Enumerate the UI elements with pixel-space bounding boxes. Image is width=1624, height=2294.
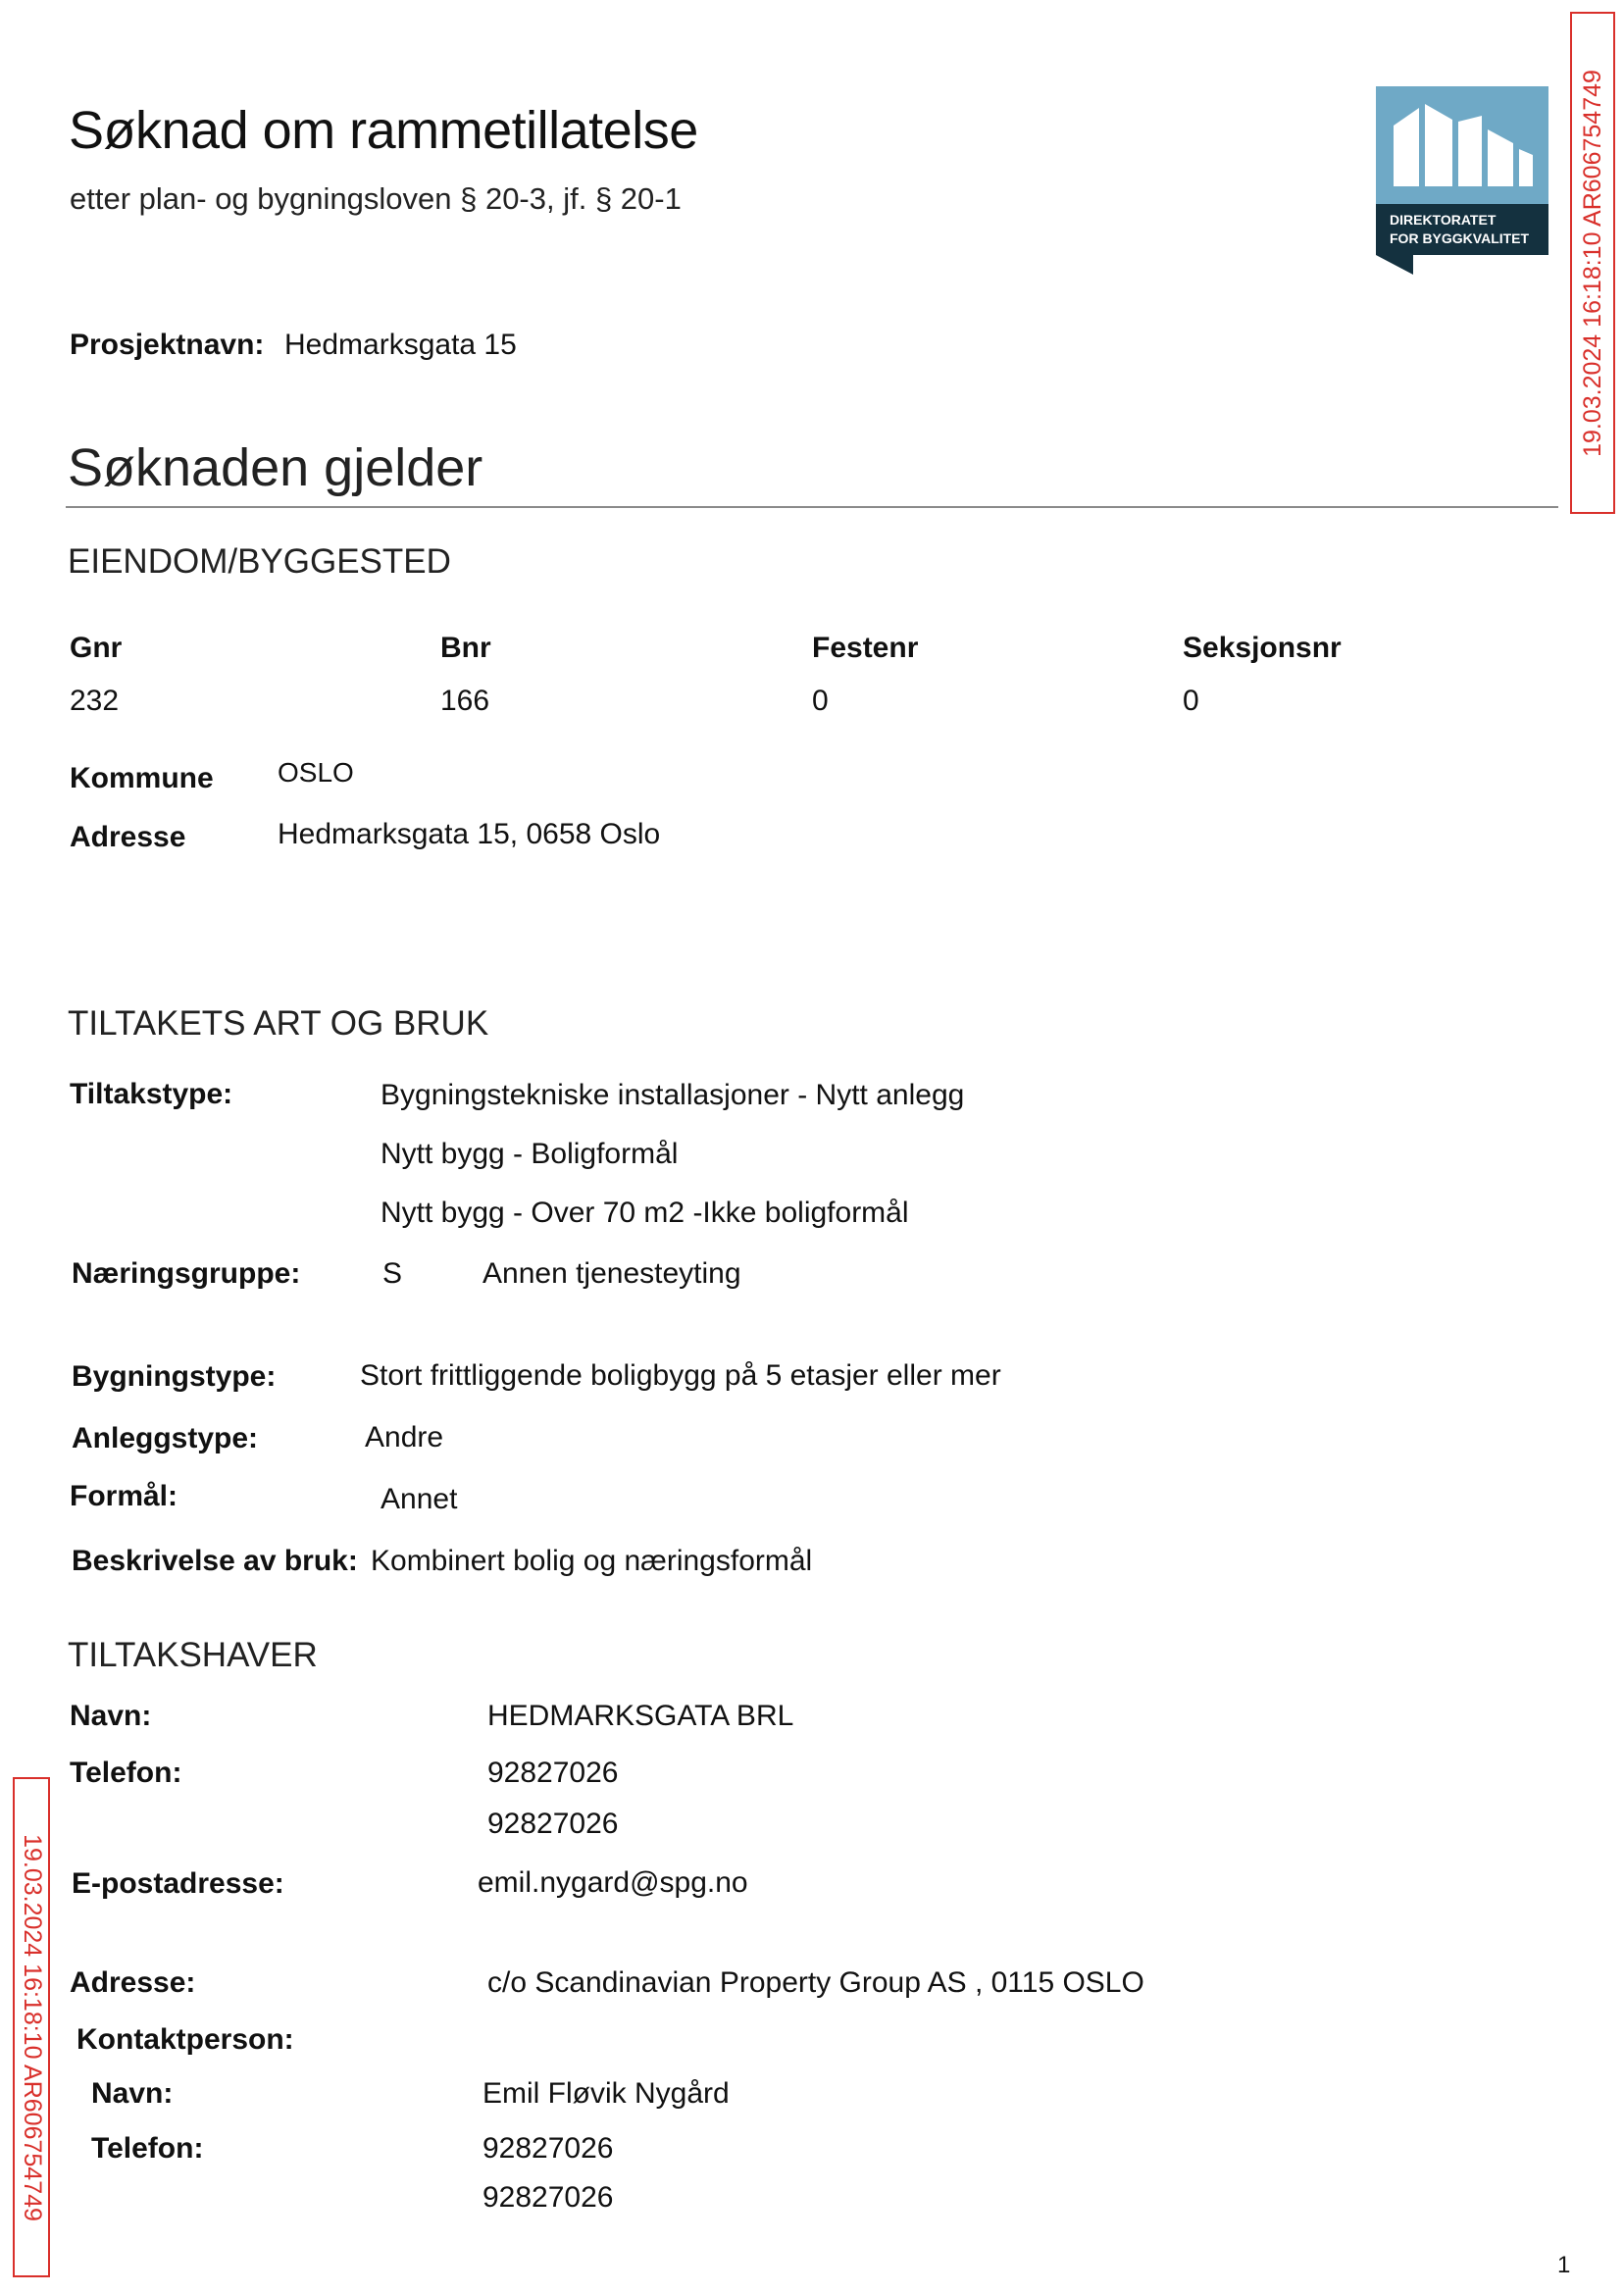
tiltakstype-item: Bygningstekniske installasjoner - Nytt anlegg: [381, 1079, 965, 1111]
stamp-text-side: 19.03.2024 16:18:10 AR606754749: [18, 1833, 46, 2221]
kontaktperson-navn-value: Emil Fløvik Nygård: [482, 2077, 730, 2110]
page-number: 1: [1557, 2252, 1571, 2278]
beskrivelse-value: Kombinert bolig og næringsformål: [371, 1545, 813, 1577]
tiltakshaver-heading: TILTAKSHAVER: [68, 1636, 318, 1674]
tiltakstype-item: Nytt bygg - Boligformål: [381, 1138, 679, 1170]
tiltakshaver-epost-value: emil.nygard@spg.no: [478, 1866, 748, 1899]
tiltakstype-item: Nytt bygg - Over 70 m2 -Ikke boligformål: [381, 1197, 909, 1229]
beskrivelse-label: Beskrivelse av bruk:: [72, 1545, 358, 1577]
bnr-label: Bnr: [440, 632, 491, 664]
festenr-value: 0: [812, 685, 829, 717]
tiltakshaver-adresse-label: Adresse:: [70, 1966, 196, 1999]
section-divider: [66, 506, 1558, 508]
tiltakshaver-adresse-value: c/o Scandinavian Property Group AS , 0115 OSLO: [487, 1966, 1144, 1999]
adresse-value: Hedmarksgata 15, 0658 Oslo: [278, 818, 661, 850]
gnr-label: Gnr: [70, 632, 123, 664]
naeringsgruppe-label: Næringsgruppe:: [72, 1257, 301, 1290]
festenr-label: Festenr: [812, 632, 919, 664]
tiltakshaver-telefon-label: Telefon:: [70, 1757, 182, 1789]
kontaktperson-telefon-label: Telefon:: [91, 2132, 204, 2165]
tiltak-heading: TILTAKETS ART OG BRUK: [68, 1004, 489, 1043]
kommune-label: Kommune: [70, 762, 214, 794]
tiltakshaver-navn-label: Navn:: [70, 1700, 152, 1732]
project-label: Prosjektnavn:: [70, 329, 265, 361]
timestamp-stamp-top: [1570, 12, 1615, 514]
tiltakshaver-telefon-value: 92827026: [487, 1757, 619, 1789]
eiendom-heading: EIENDOM/BYGGESTED: [68, 542, 451, 581]
kommune-value: OSLO: [278, 757, 354, 788]
document-subtitle: etter plan- og bygningsloven § 20-3, jf. § 20-1: [70, 181, 682, 216]
naeringsgruppe-text: Annen tjenesteyting: [482, 1257, 741, 1290]
tiltakstype-label: Tiltakstype:: [70, 1078, 233, 1110]
adresse-label: Adresse: [70, 821, 186, 853]
kontaktperson-label: Kontaktperson:: [76, 2023, 294, 2056]
bygningstype-label: Bygningstype:: [72, 1360, 277, 1393]
kontaktperson-telefon-value: 92827026: [482, 2132, 614, 2165]
section-title: Søknaden gjelder: [68, 438, 483, 497]
kontaktperson-telefon-value: 92827026: [482, 2181, 614, 2214]
logo-line1: DIREKTORATET: [1390, 212, 1497, 228]
tiltakshaver-navn-value: HEDMARKSGATA BRL: [487, 1700, 794, 1732]
tiltakshaver-epost-label: E-postadresse:: [72, 1867, 284, 1900]
anleggstype-value: Andre: [365, 1421, 444, 1453]
bygningstype-value: Stort frittliggende boligbygg på 5 etasjer eller mer: [360, 1359, 1001, 1392]
dibk-logo-icon: [1376, 86, 1548, 275]
stamp-text-top: 19.03.2024 16:18:10 AR606754749: [1578, 69, 1606, 457]
seksjonsnr-value: 0: [1183, 685, 1199, 717]
formaal-value: Annet: [381, 1483, 458, 1515]
tiltakshaver-telefon-value: 92827026: [487, 1808, 619, 1840]
bnr-value: 166: [440, 685, 490, 717]
project-value: Hedmarksgata 15: [284, 329, 517, 361]
anleggstype-label: Anleggstype:: [72, 1422, 259, 1454]
gnr-value: 232: [70, 685, 120, 717]
document-title: Søknad om rammetillatelse: [69, 101, 698, 160]
kontaktperson-navn-label: Navn:: [91, 2077, 174, 2110]
seksjonsnr-label: Seksjonsnr: [1183, 632, 1342, 664]
naeringsgruppe-code: S: [382, 1257, 403, 1290]
formaal-label: Formål:: [70, 1480, 178, 1512]
timestamp-stamp-side: [13, 1777, 50, 2277]
logo-line2: FOR BYGGKVALITET: [1390, 230, 1530, 246]
